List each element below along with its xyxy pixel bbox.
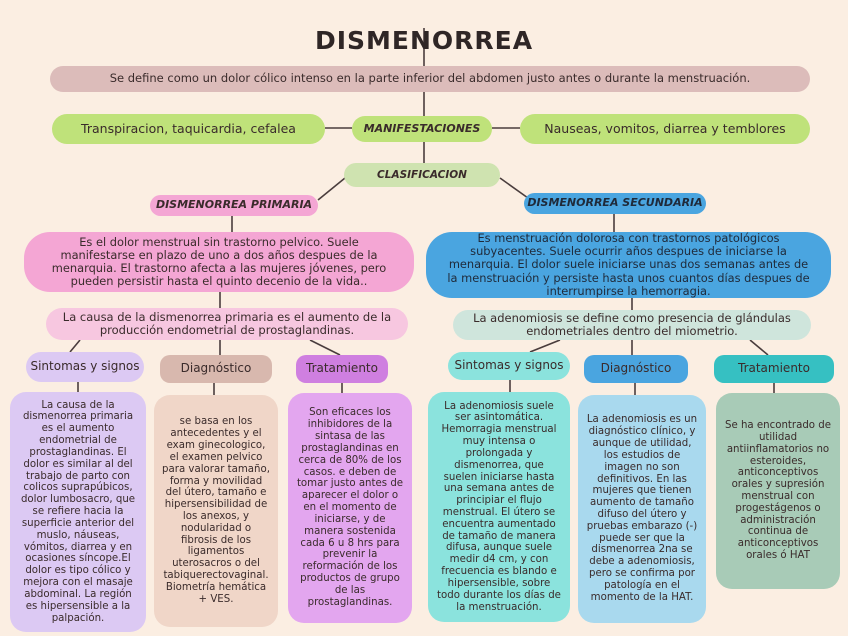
secundaria-diagnostico-text: La adenomiosis es un diagnóstico clínico, y aunque de utilidad, los estudios de imagen no son definitivos. En las mujeres que tienen aumento de tamaño difuso del útero y pruebas embarazo (-) puede ser que la dismenorrea 2na se debe a adenomiosis, pero se confirma por patología en el momento de la HAT.	[578, 395, 706, 623]
connector	[310, 340, 340, 355]
secundaria-diagnostico-label: Diagnóstico	[584, 355, 688, 383]
secundaria-label: DISMENORREA SECUNDARIA	[524, 193, 706, 214]
primaria-diagnostico-label: Diagnóstico	[160, 355, 272, 383]
secundaria-tratamiento-label: Tratamiento	[714, 355, 834, 383]
manifestaciones-left: Transpiracion, taquicardia, cefalea	[52, 114, 325, 144]
primaria-sintomas-label: Sintomas y signos	[26, 352, 144, 382]
secundaria-tratamiento-text: Se ha encontrado de utilidad antiinflamatorios no esteroides, anticonceptivos orales y supresión menstrual con progestágenos o administración continua de anticonceptivos orales ó HAT	[716, 393, 840, 589]
clasificacion-label: CLASIFICACION	[344, 163, 500, 187]
connector	[500, 178, 528, 198]
connector	[750, 340, 768, 355]
connector	[318, 178, 345, 200]
primaria-description: Es el dolor menstrual sin trastorno pelvico. Suele manifestarse en plazo de uno a dos años despues de la menarquia. El trastorno afecta a las mujeres jóvenes, pero pueden persistir hasta el quinto decenio de la vida..	[24, 232, 414, 292]
secundaria-cause: La adenomiosis se define como presencia de glándulas endometriales dentro del miometrio.	[453, 310, 811, 340]
primaria-tratamiento-label: Tratamiento	[296, 355, 388, 383]
primaria-sintomas-text: La causa de la dismenorrea primaria es el aumento endometrial de prostaglandinas. El dolor es similar al del trabajo de parto con colicos suprapúbicos, dolor lumbosacro, que se refiere hacia la superficie anterior del muslo, náuseas, vómitos, diarrea y en ocasiones síncope.El dolor es tipo cólico y mejora con el masaje abdominal. La región es hipersensible a la palpación.	[10, 392, 146, 632]
primaria-cause: La causa de la dismenorrea primaria es el aumento de la producción endometrial de prostaglandinas.	[46, 308, 408, 340]
primaria-label: DISMENORREA PRIMARIA	[150, 195, 318, 216]
connector	[530, 340, 560, 352]
secundaria-sintomas-text: La adenomiosis suele ser asintomática. Hemorragia menstrual muy intensa o prolongada y dismenorrea, que suelen iniciarse hasta una semana antes de principiar el flujo menstrual. El útero se encuentra aumentado de tamaño de manera difusa, aunque suele medir d4 cm, y con frecuencia es blando e hipersensible, sobre todo durante los días de la menstruación.	[428, 392, 570, 622]
manifestaciones-right: Nauseas, vomitos, diarrea y temblores	[520, 114, 810, 144]
connector	[70, 340, 80, 352]
secundaria-description: Es menstruación dolorosa con trastornos patológicos subyacentes. Suele ocurrir años despues de iniciarse la menarquia. El dolor suele iniciarse unas dos semanas antes de la menstruación y persiste hasta unos cuantos días despues de interrumpirse la hemorragia.	[426, 232, 831, 298]
primaria-diagnostico-text: se basa en los antecedentes y el exam ginecologico, el examen pelvico para valorar tamaño, forma y movilidad del útero, tamaño e hipersensibilidad de los anexos, y nodularidad o fibrosis de los ligamentos uterosacros o del tabiquerectovaginal. Biometría hemática + VES.	[154, 395, 278, 627]
secundaria-sintomas-label: Sintomas y signos	[448, 352, 570, 380]
definition-box: Se define como un dolor cólico intenso en la parte inferior del abdomen justo antes o durante la menstruación.	[50, 66, 810, 92]
manifestaciones-label: MANIFESTACIONES	[352, 116, 492, 142]
primaria-tratamiento-text: Son eficaces los inhibidores de la sintasa de las prostaglandinas en cerca de 80% de los casos. e deben de tomar justo antes de aparecer el dolor o en el momento de iniciarse, y de manera sostenida cada 6 u 8 hrs para prevenir la reformación de los productos de grupo de las prostaglandinas.	[288, 393, 412, 623]
page-title: DISMENORREA	[314, 25, 534, 55]
